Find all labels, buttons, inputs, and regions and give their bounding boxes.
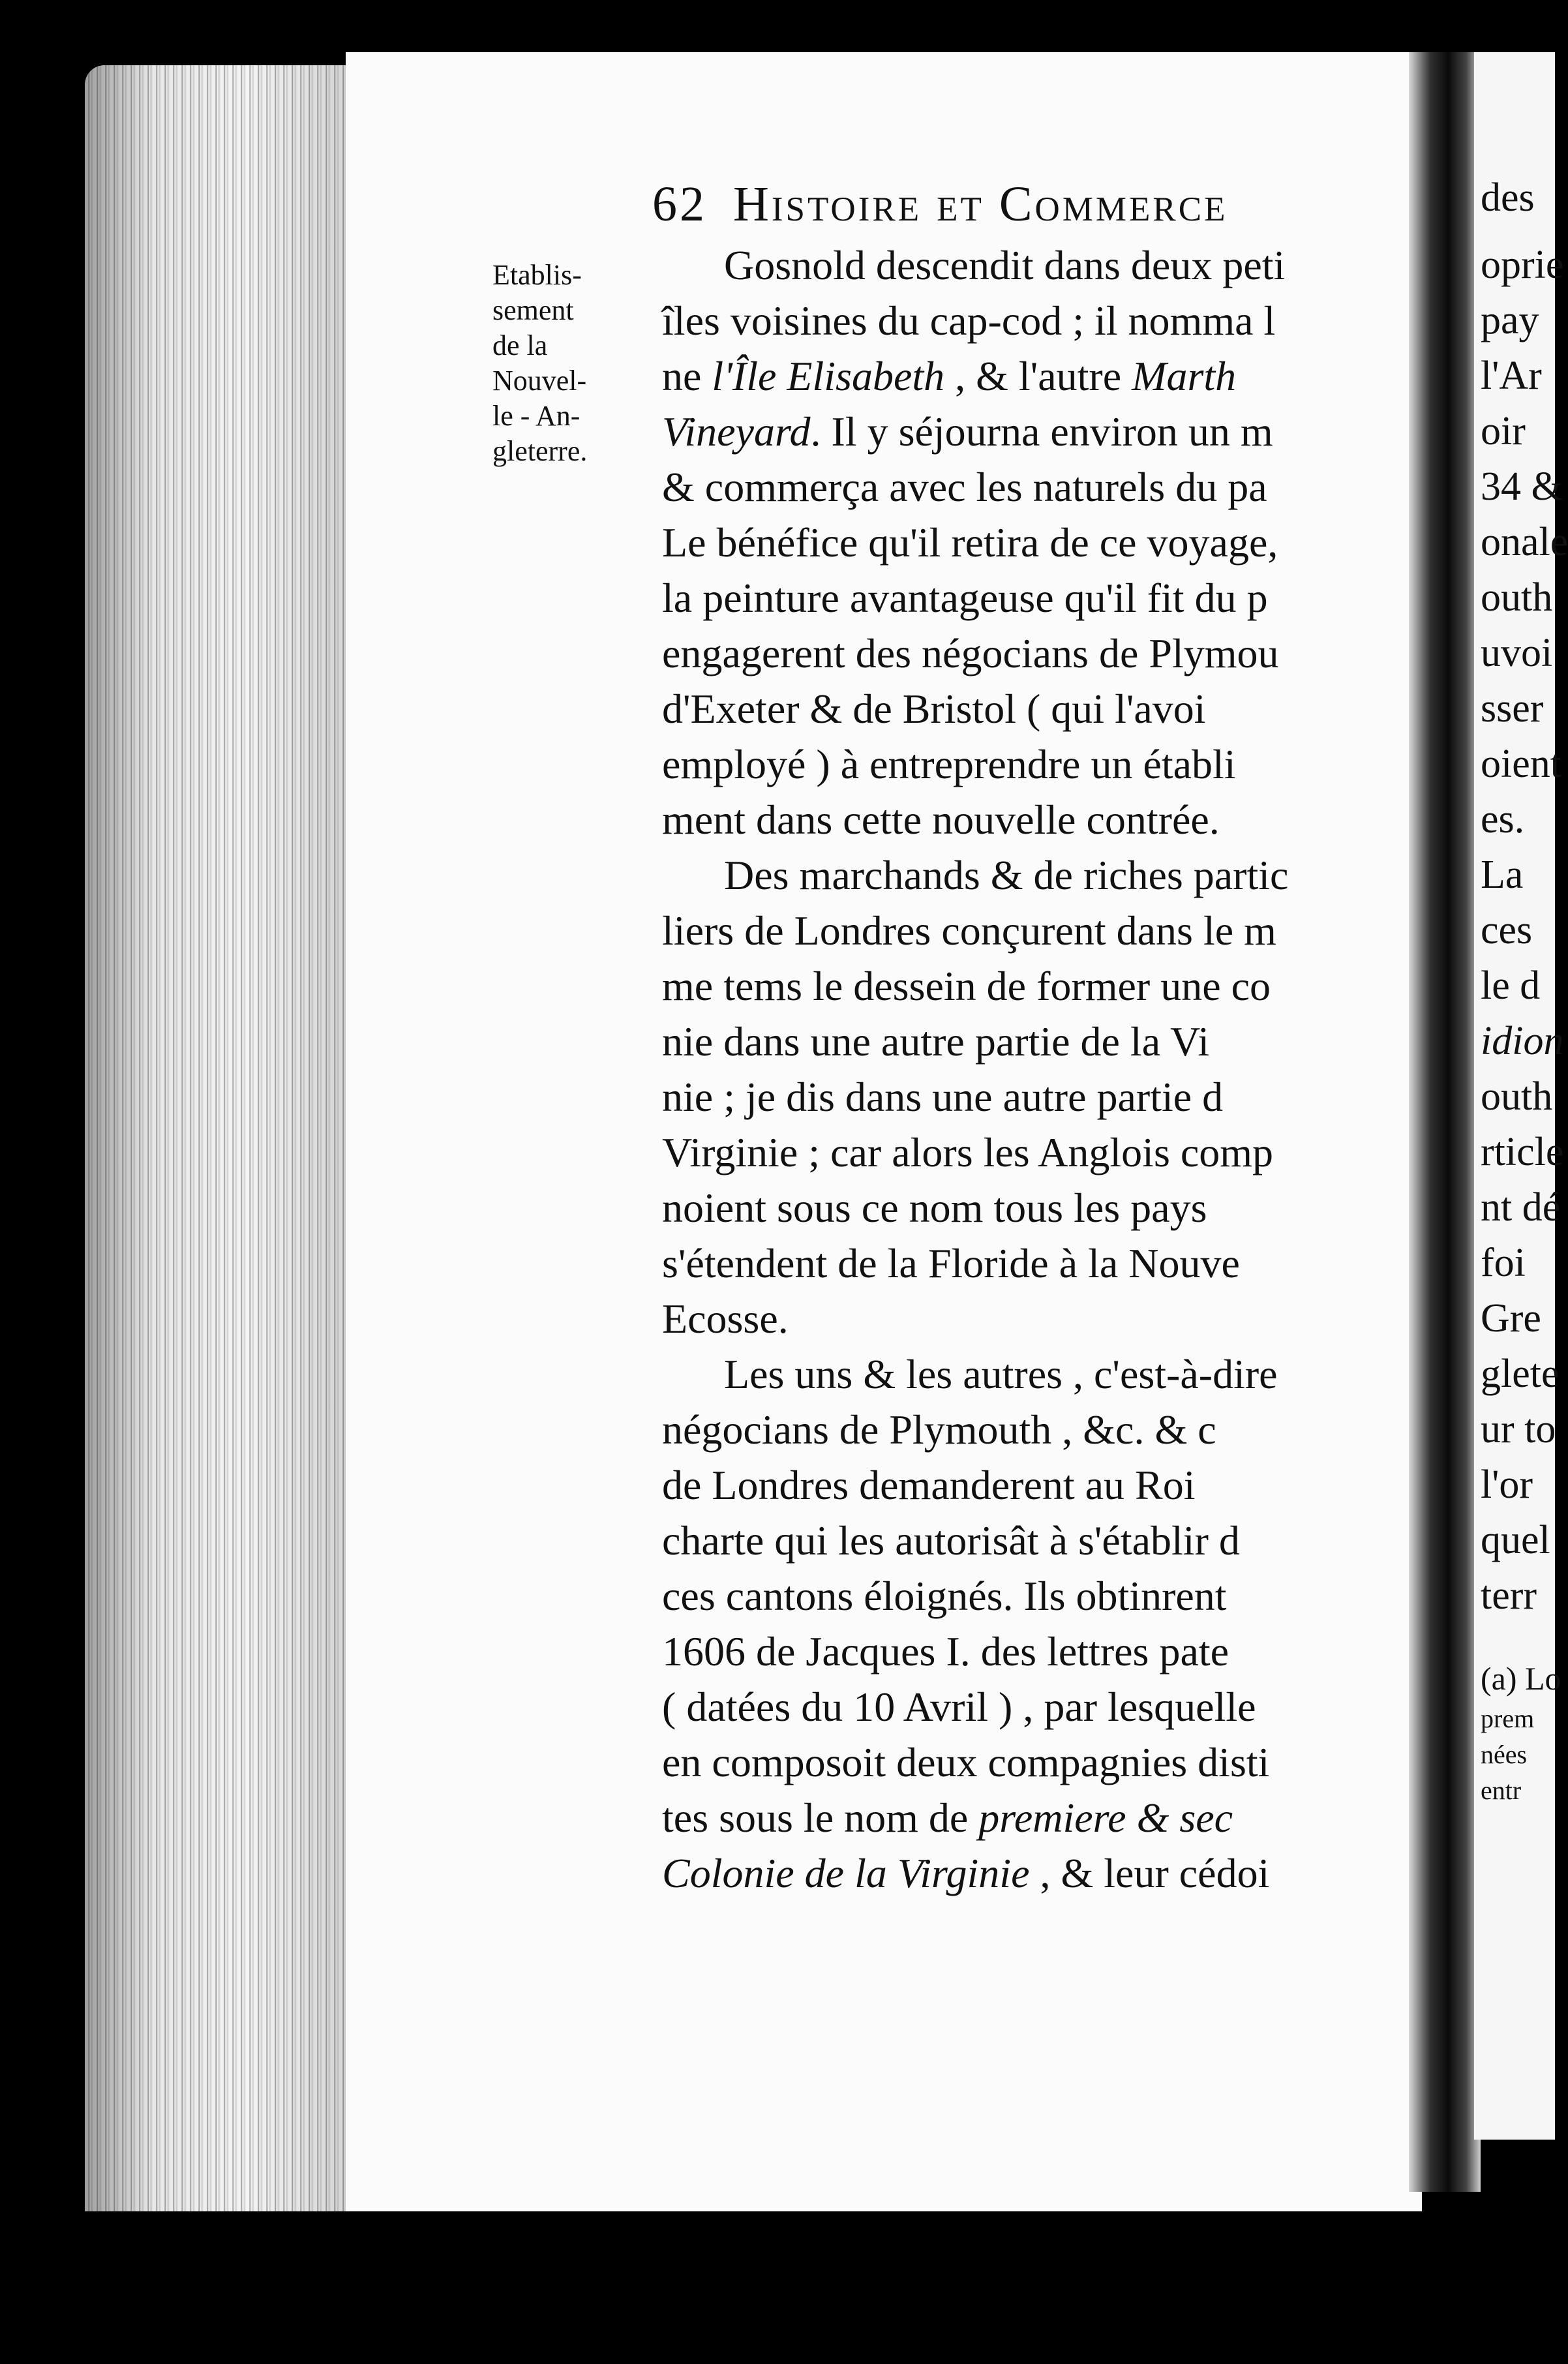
facing-line: oient	[1481, 742, 1561, 786]
facing-line: ces	[1481, 908, 1533, 952]
text-line: & commerça avec les naturels du pa	[662, 464, 1267, 510]
facing-line: entr	[1481, 1776, 1522, 1805]
margin-note	[492, 258, 656, 469]
text-line: liers de Londres conçurent dans le m	[662, 907, 1276, 954]
facing-line: oir	[1481, 409, 1526, 453]
text-line: nie ; je dis dans une autre partie d	[662, 1074, 1224, 1120]
facing-line: terr	[1481, 1573, 1537, 1618]
facing-line: Gre	[1481, 1296, 1541, 1341]
text-line: Les uns & les autres , c'est-à-dire	[724, 1351, 1278, 1397]
facing-line: l'or	[1481, 1462, 1533, 1507]
margin-note-line: de la	[492, 329, 548, 361]
facing-line: ur to	[1481, 1407, 1556, 1451]
facing-line: onale	[1481, 520, 1568, 564]
text-line: ( datées du 10 Avril ) , par lesquelle	[662, 1684, 1256, 1730]
text-line: de Londres demanderent au Roi	[662, 1462, 1196, 1508]
text-line: ces cantons éloignés. Ils obtinrent	[662, 1573, 1227, 1619]
facing-line: La	[1481, 853, 1524, 897]
margin-note-line: gleterre.	[492, 435, 588, 467]
text-line: noient sous ce nom tous les pays	[662, 1185, 1207, 1231]
text-line: me tems le dessein de former une co	[662, 963, 1271, 1009]
text-line: la peinture avantageuse qu'il fit du p	[662, 575, 1268, 621]
facing-line: l'Ar	[1481, 354, 1542, 398]
text-line: d'Exeter & de Bristol ( qui l'avoi	[662, 686, 1206, 732]
text-line: ne l'Île Elisabeth , & l'autre Marth	[662, 353, 1237, 399]
margin-note-line: Etablis-	[492, 259, 582, 291]
text-line: en composoit deux compagnies disti	[662, 1739, 1270, 1785]
text-line: Des marchands & de riches partic	[724, 852, 1289, 898]
facing-line: des	[1481, 175, 1535, 220]
text-line: Le bénéfice qu'il retira de ce voyage,	[662, 519, 1278, 566]
facing-line: nt dé	[1481, 1185, 1561, 1230]
page-block-edge	[85, 65, 359, 2211]
text-line: Colonie de la Virginie , & leur cédoi	[662, 1850, 1270, 1896]
margin-note-line: le - An-	[492, 400, 580, 432]
text-line: engagerent des négocians de Plymou	[662, 630, 1279, 676]
facing-line: oprie	[1481, 243, 1564, 287]
text-line: Gosnold descendit dans deux peti	[724, 242, 1286, 288]
facing-line: (a) Lo	[1481, 1660, 1561, 1697]
margin-note-line: Nouvel-	[492, 365, 587, 397]
facing-line: es.	[1481, 797, 1525, 841]
facing-line: sser	[1481, 686, 1544, 731]
text-line: 1606 de Jacques I. des lettres pate	[662, 1628, 1229, 1674]
text-line: employé ) à entreprendre un établi	[662, 741, 1236, 787]
facing-line: 34 &	[1481, 464, 1563, 509]
facing-line: rticle	[1481, 1130, 1564, 1174]
text-line: ment dans cette nouvelle contrée.	[662, 796, 1220, 843]
text-line: charte qui les autorisât à s'établir d	[662, 1517, 1240, 1564]
text-line: îles voisines du cap-cod ; il nomma l	[662, 297, 1276, 344]
facing-line: le d	[1481, 963, 1541, 1008]
text-line: Vineyard. Il y séjourna environ un m	[662, 408, 1273, 455]
facing-line: pay	[1481, 298, 1539, 342]
running-title: Histoire et Commerce	[733, 177, 1228, 232]
facing-page	[1474, 52, 1568, 2140]
page-number: 62	[652, 177, 707, 232]
book-gutter	[1409, 52, 1481, 2192]
text-line: négocians de Plymouth , &c. & c	[662, 1406, 1216, 1453]
text-line: nie dans une autre partie de la Vi	[662, 1018, 1210, 1065]
running-head	[652, 176, 1500, 233]
facing-line: uvoi	[1481, 631, 1553, 675]
text-line: tes sous le nom de premiere & sec	[662, 1795, 1233, 1841]
facing-line: outh	[1481, 1074, 1553, 1119]
facing-line: idion	[1481, 1019, 1564, 1063]
text-line: Virginie ; car alors les Anglois comp	[662, 1129, 1274, 1175]
facing-line: foi	[1481, 1241, 1526, 1285]
facing-line: quel	[1481, 1518, 1550, 1562]
text-line: Ecosse.	[662, 1296, 789, 1342]
facing-line: outh	[1481, 575, 1553, 620]
text-line: s'étendent de la Floride à la Nouve	[662, 1240, 1240, 1286]
margin-note-line: sement	[492, 294, 574, 326]
facing-line: glete	[1481, 1352, 1560, 1396]
facing-line: prem	[1481, 1704, 1535, 1733]
facing-line: nées	[1481, 1740, 1528, 1769]
